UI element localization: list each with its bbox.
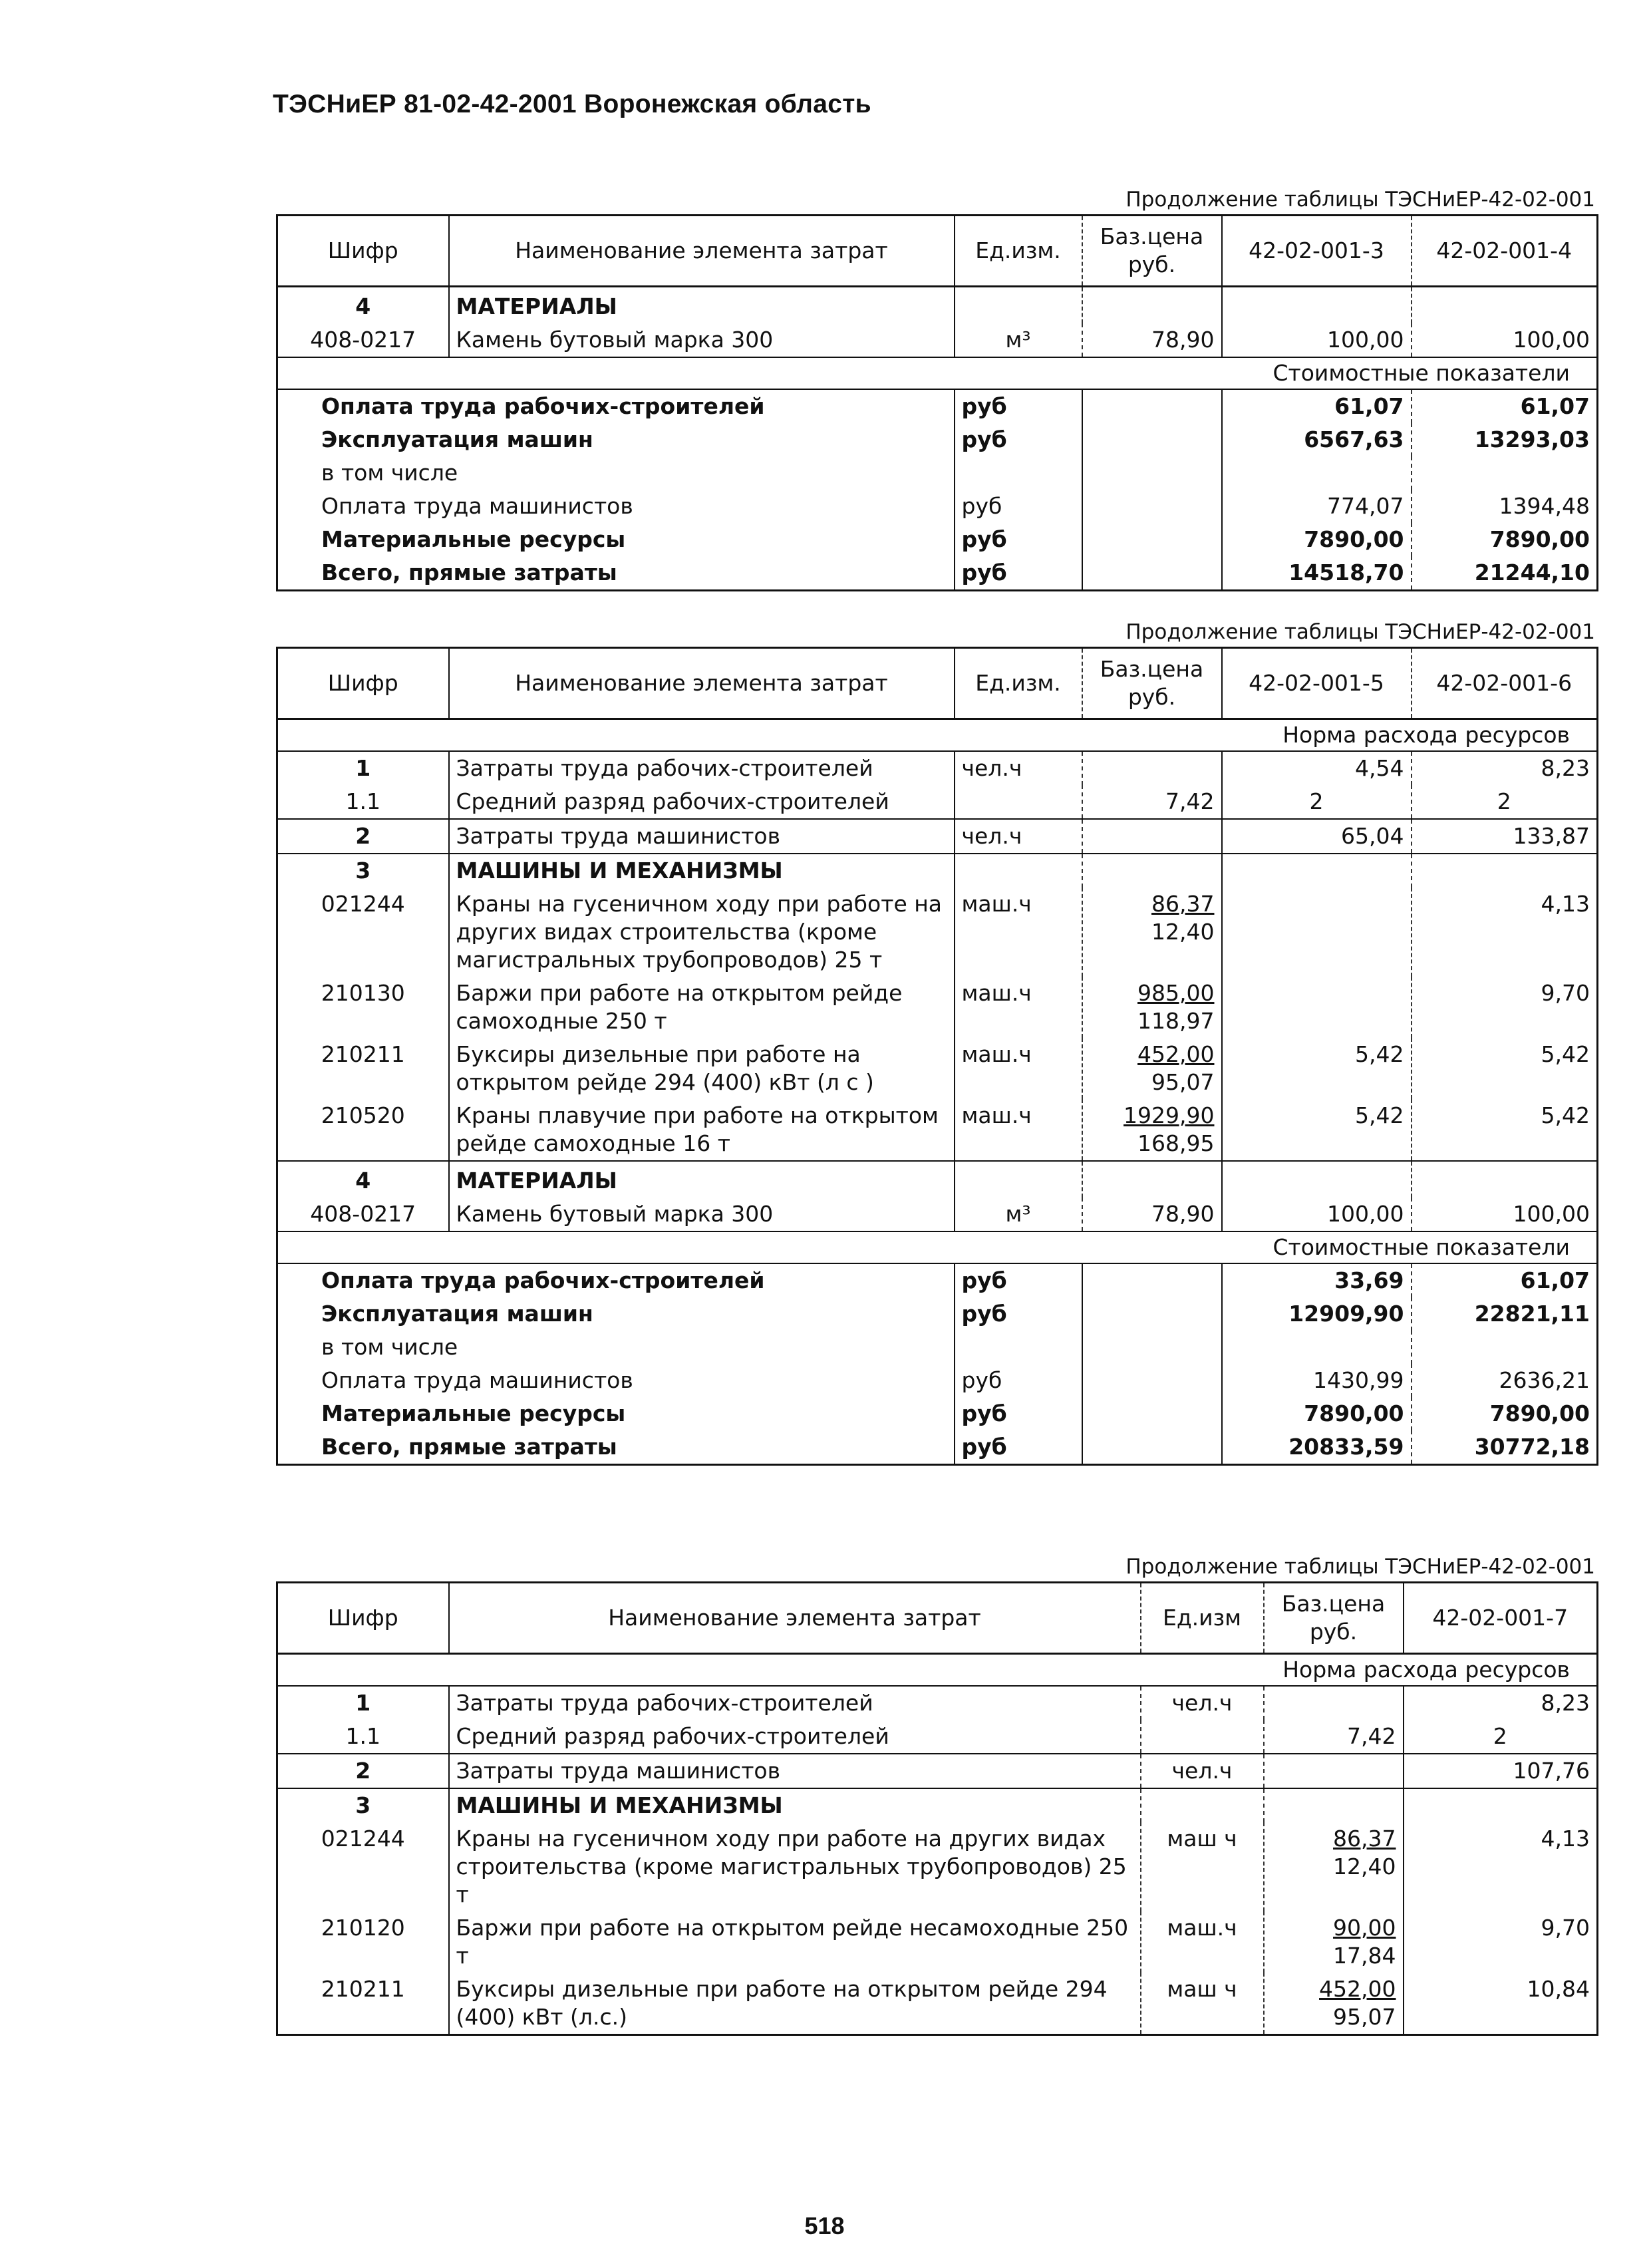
- table-row: 210130 Баржи при работе на открытом рейде самоходные 250 т маш.ч 985,00 118,97 9,70: [277, 977, 1598, 1038]
- note-row: Норма расхода ресурсов: [277, 1654, 1598, 1687]
- table-header-row: Шифр Наименование элемента затрат Ед.изм. Баз.цена руб. 42-02-001-5 42-02-001-6: [277, 648, 1598, 719]
- table-row: Материальные ресурсы руб 7890,00 7890,00: [277, 1397, 1598, 1430]
- table-row: 021244 Краны на гусеничном ходу при работе на других видах строительства (кроме магистральных трубопроводов) 25 т маш.ч 86,37 12,40 4,13: [277, 888, 1598, 977]
- table-caption: Продолжение таблицы ТЭСНиЕР-42-02-001: [1125, 620, 1595, 644]
- note-row: Стоимостные показатели: [277, 357, 1598, 389]
- section-row: 4 МАТЕРИАЛЫ: [277, 1161, 1598, 1198]
- table-row: 408-0217 Камень бутовый марка 300 м³ 78,90 100,00 100,00: [277, 1198, 1598, 1231]
- table-row: Оплата труда рабочих-строителей руб 33,69 61,07: [277, 1263, 1598, 1297]
- table-row: 210120 Баржи при работе на открытом рейде несамоходные 250 т маш.ч 90,00 17,84 9,70: [277, 1911, 1598, 1973]
- col-unit-header: Ед.изм.: [955, 216, 1082, 287]
- table-row: 1.1 Средний разряд рабочих-строителей 7,42 2 2: [277, 785, 1598, 819]
- table-header-row: [277, 216, 1598, 287]
- section-row: 3 МАШИНЫ И МЕХАНИЗМЫ: [277, 854, 1598, 888]
- table-3: [276, 1547, 1596, 2036]
- table-row: 1 Затраты труда рабочих-строителей чел.ч 4,54 8,23: [277, 751, 1598, 785]
- table-row: 1.1 Средний разряд рабочих-строителей 7,42 2: [277, 1720, 1598, 1754]
- table-row: Оплата труда рабочих-строителей руб 61,07 61,07: [277, 389, 1598, 423]
- table-row: 210211 Буксиры дизельные при работе на открытом рейде 294 (400) кВт (л с ) маш.ч 452,00 95,07 5,42 5,42: [277, 1038, 1598, 1099]
- table-row: Всего, прямые затраты руб 20833,59 30772,18: [277, 1430, 1598, 1465]
- table-row: 2 Затраты труда машинистов чел.ч 107,76: [277, 1754, 1598, 1788]
- table-row: в том числе: [277, 1331, 1598, 1364]
- table-caption: Продолжение таблицы ТЭСНиЕР-42-02-001: [1125, 188, 1595, 212]
- section-row: 4 МАТЕРИАЛЫ: [277, 287, 1598, 324]
- table-2: [276, 612, 1596, 1466]
- page-header: ТЭСНиЕР 81-02-42-2001 Воронежская область: [273, 90, 871, 118]
- table-row: в том числе: [277, 456, 1598, 490]
- note-row: Норма расхода ресурсов: [277, 719, 1598, 752]
- col-code-3-header: 42-02-001-3: [1222, 216, 1412, 287]
- table-header-row: Шифр Наименование элемента затрат Ед.изм Баз.цена руб. 42-02-001-7: [277, 1583, 1598, 1654]
- table-row: Материальные ресурсы руб 7890,00 7890,00: [277, 523, 1598, 556]
- table-caption: Продолжение таблицы ТЭСНиЕР-42-02-001: [1125, 1555, 1595, 1579]
- table-1: [276, 180, 1596, 591]
- col-name-header: Наименование элемента затрат: [449, 216, 955, 287]
- table-row: Эксплуатация машин руб 6567,63 13293,03: [277, 423, 1598, 456]
- table-row: 2 Затраты труда машинистов чел.ч 65,04 133,87: [277, 819, 1598, 854]
- section-row: 3 МАШИНЫ И МЕХАНИЗМЫ: [277, 1788, 1598, 1822]
- table-row: 210211 Буксиры дизельные при работе на открытом рейде 294 (400) кВт (л.с.) маш ч 452,00 95,07 10,84: [277, 1973, 1598, 2035]
- page-number: 518: [804, 2212, 845, 2239]
- col-base-header: Баз.цена руб.: [1082, 216, 1222, 287]
- table-row: Эксплуатация машин руб 12909,90 22821,11: [277, 1297, 1598, 1331]
- table-row: 408-0217 Камень бутовый марка 300 м³ 78,90 100,00 100,00: [277, 323, 1598, 357]
- table-row: Оплата труда машинистов руб 774,07 1394,48: [277, 490, 1598, 523]
- table-row: 1 Затраты труда рабочих-строителей чел.ч 8,23: [277, 1686, 1598, 1720]
- table-row: Всего, прямые затраты руб 14518,70 21244,10: [277, 556, 1598, 591]
- table-row: Оплата труда машинистов руб 1430,99 2636,21: [277, 1364, 1598, 1397]
- table-row: 210520 Краны плавучие при работе на открытом рейде самоходные 16 т маш.ч 1929,90 168,95 5,42 5,42: [277, 1099, 1598, 1161]
- col-code-4-header: 42-02-001-4: [1412, 216, 1598, 287]
- col-code-header: Шифр: [277, 216, 449, 287]
- table-row: 021244 Краны на гусеничном ходу при работе на других видах строительства (кроме магистральных трубопроводов) 25 т маш ч 86,37 12,40 4,13: [277, 1822, 1598, 1911]
- note-row: Стоимостные показатели: [277, 1231, 1598, 1263]
